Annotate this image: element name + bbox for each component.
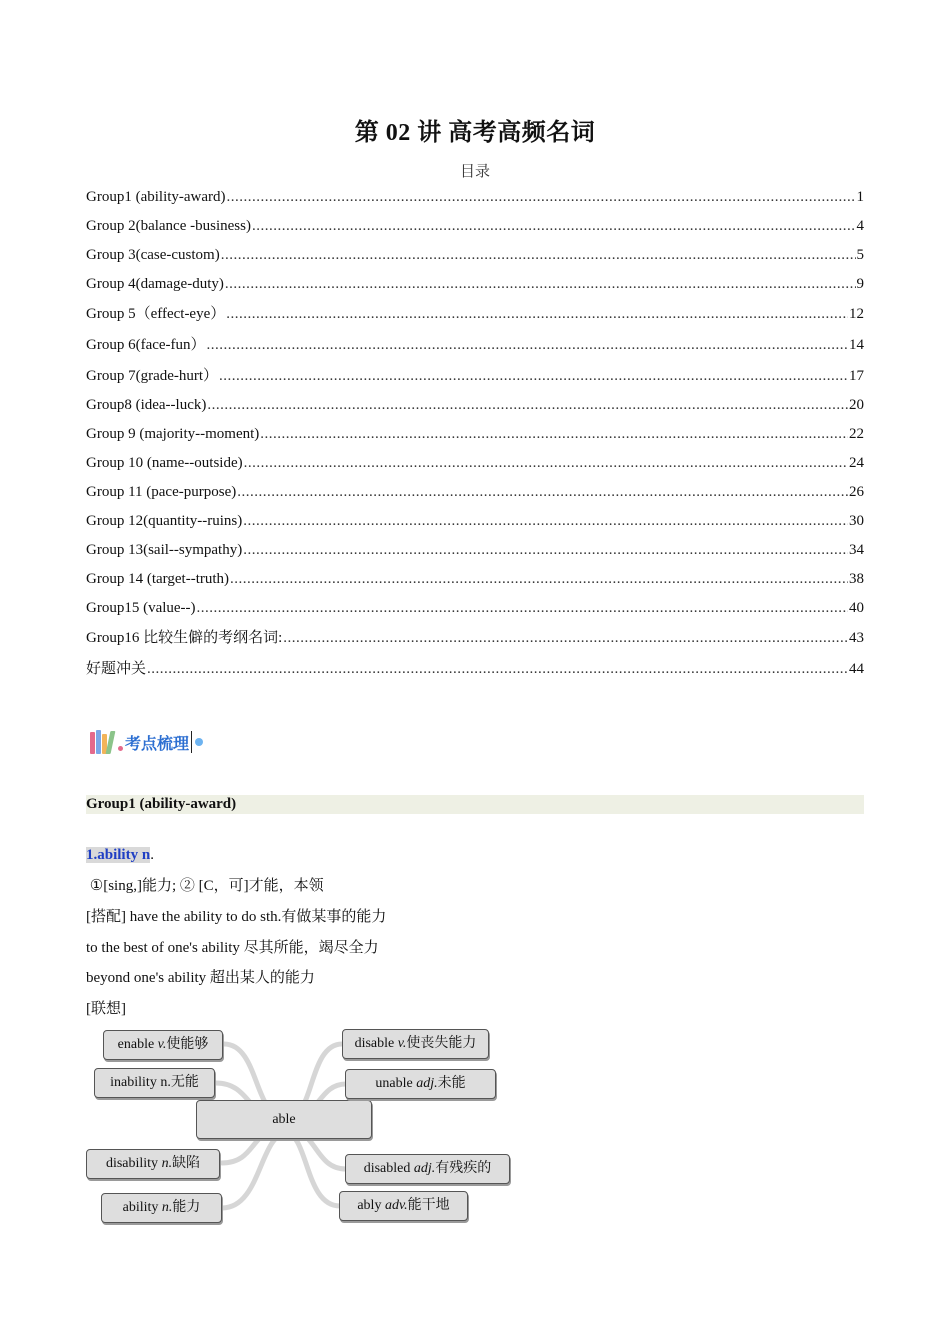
toc-entry-label: Group 7(grade-hurt） [86,368,219,384]
toc-leader [197,599,848,617]
toc-leader [243,541,848,559]
toc-leader [237,483,848,501]
toc-entry[interactable] [86,454,864,472]
toc-entry-page: 22 [849,426,864,442]
entry-phrase: beyond one's ability 超出某人的能力 [86,970,315,986]
mindmap-node: disabled adj.有残疾的 [345,1154,510,1184]
toc-entry-label: Group1 (ability-award) [86,189,226,205]
mindmap-node: disable v.使丧失能力 [342,1029,489,1059]
entry-phrase: to the best of one's ability 尽其所能，竭尽全力 [86,940,379,956]
toc-entry[interactable] [86,246,864,264]
mindmap-node: inability n.无能 [94,1068,215,1098]
mindmap-node: unable adj.未能 [345,1069,496,1099]
entry-definition: ①[sing,]能力; ② [C，可]才能，本领 [86,878,324,894]
toc-leader [283,629,848,647]
toc-leader [252,217,856,235]
toc-entry-label: 好题冲关 [86,661,147,677]
toc-entry-page: 12 [849,306,864,322]
toc-leader [260,425,848,443]
section-badge-label: 考点梳理 [125,733,190,753]
toc-entry-page: 34 [849,542,864,558]
mindmap-node: enable v.使能够 [103,1030,223,1060]
headword-highlight: 1.ability n [86,847,151,863]
toc-entry[interactable] [86,367,864,385]
toc-entry-page: 17 [849,368,864,384]
toc-entry[interactable] [86,188,864,206]
toc-entry-label: Group 13(sail--sympathy) [86,542,243,558]
dot-icon [118,746,123,751]
toc-leader [147,660,848,678]
toc-entry[interactable] [86,570,864,588]
toc-entry-page: 9 [856,276,864,292]
toc-heading: 目录 [459,164,490,180]
toc-leader [226,305,848,323]
toc-entry-label: Group 2(balance -business) [86,218,251,234]
headword-suffix: . [150,847,154,863]
toc-entry-page: 40 [849,600,864,616]
entry-headword [86,847,154,864]
toc-entry[interactable] [86,305,864,323]
toc-entry-page: 44 [849,661,864,677]
toc-leader [207,396,848,414]
toc-leader [227,188,856,206]
toc-entry-label: Group 5（effect-eye） [86,306,226,322]
toc-entry-label: Group8 (idea--luck) [86,397,207,413]
entry-association-label: [联想] [86,1001,126,1017]
entry-collocation: [搭配] have the ability to do sth.有做某事的能力 [86,909,387,925]
group-heading: Group1 (ability-award) [86,795,864,814]
toc-leader [230,570,848,588]
toc-entry-page: 14 [849,337,864,353]
mindmap-node: ability n.能力 [101,1193,222,1223]
toc-entry-label: Group 9 (majority--moment) [86,426,260,442]
toc-entry-page: 24 [849,455,864,471]
page-title: 第 02 讲 高考高频名词 [354,120,596,146]
toc-entry-page: 1 [856,189,864,205]
toc-entry[interactable] [86,660,864,678]
toc-entry-label: Group15 (value--) [86,600,196,616]
books-icon [90,730,114,754]
toc-leader [243,512,848,530]
section-badge [90,727,203,757]
toc-entry-label: Group 10 (name--outside) [86,455,243,471]
toc-entry[interactable] [86,425,864,443]
toc-entry[interactable] [86,629,864,647]
toc-entry-page: 4 [856,218,864,234]
toc-leader [221,246,856,264]
toc-entry-page: 43 [849,630,864,646]
mindmap-center-node: able [196,1100,372,1139]
toc-entry-page: 20 [849,397,864,413]
toc-entry-label: Group 14 (target--truth) [86,571,230,587]
toc-leader [244,454,848,472]
toc-entry-page: 38 [849,571,864,587]
toc-entry-page: 30 [849,513,864,529]
toc-leader [219,367,848,385]
toc-leader [225,275,856,293]
toc-leader [207,336,848,354]
toc-entry[interactable] [86,599,864,617]
toc-entry[interactable] [86,336,864,354]
toc-entry[interactable] [86,396,864,414]
toc-entry[interactable] [86,541,864,559]
word-family-mindmap [84,1022,524,1227]
toc-entry[interactable] [86,512,864,530]
mindmap-node: ably adv.能干地 [339,1191,468,1221]
text-cursor [191,731,192,753]
toc-entry-label: Group 11 (pace-purpose) [86,484,237,500]
toc-entry[interactable] [86,217,864,235]
toc-entry-label: Group 12(quantity--ruins) [86,513,243,529]
toc-entry-page: 5 [856,247,864,263]
toc-entry[interactable] [86,483,864,501]
toc-entry-label: Group 6(face-fun） [86,337,206,353]
toc-entry-label: Group 3(case-custom) [86,247,220,263]
toc-entry-label: Group16 比较生僻的考纲名词: [86,630,283,646]
toc-entry-page: 26 [849,484,864,500]
mindmap-node: disability n.缺陷 [86,1149,220,1179]
toc-entry[interactable] [86,275,864,293]
dot-icon [195,738,203,746]
toc-entry-label: Group 4(damage-duty) [86,276,224,292]
